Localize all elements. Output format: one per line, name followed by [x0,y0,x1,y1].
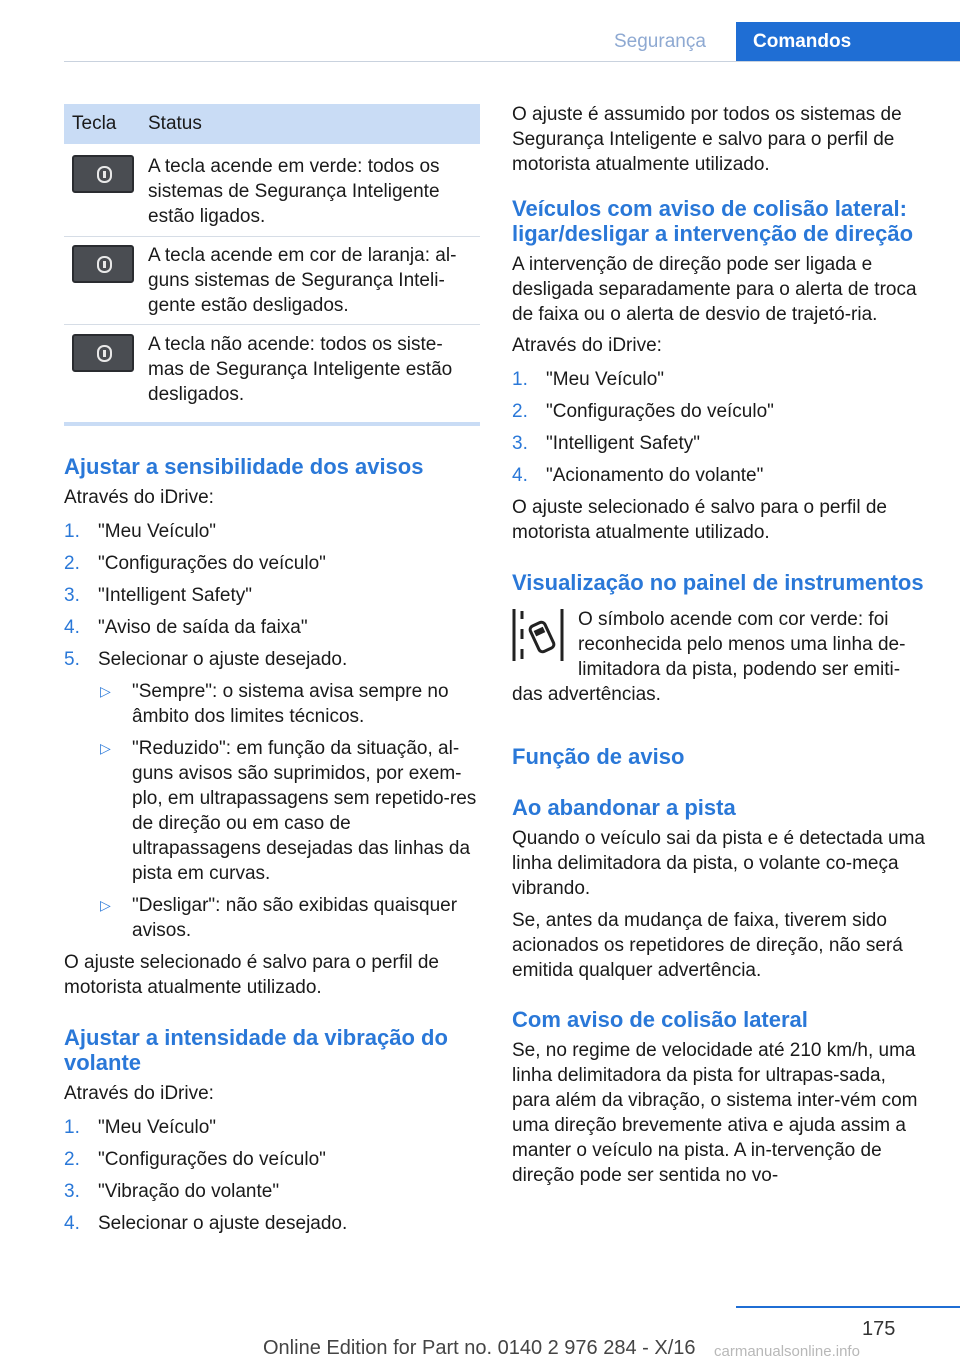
heading-instrument-display: Visualização no painel de instrumentos [512,570,924,595]
lane-departure-icon [512,607,568,663]
led-icon [97,256,112,273]
table-cell-status: A tecla acende em verde: todos os sistemas de Segurança Inteligente estão ligados. [148,156,440,227]
table-cell-status: A tecla não acende: todos os siste-mas de Segurança Inteligente estão desligados. [148,334,453,405]
options-list [64,679,480,943]
list-item: 1. "Meu Veículo" [64,1117,217,1138]
table-cell-status: A tecla acende em cor de laranja: al-guns sistemas de Segurança Inteli-gente estão desligados. [148,245,457,316]
via-idrive-text: Através do iDrive: [64,1083,214,1104]
leaving-lane-text-2: Se, antes da mudança de faixa, tiverem sido acionados os repetidores de direção, não será emitida qualquer advertência. [512,910,903,981]
page-number: 175 [862,1318,896,1340]
table-header-status: Status [148,113,202,134]
led-icon [97,345,112,362]
heading-side-collision: Veículos com aviso de colisão lateral: ligar/desligar a intervenção de direção [512,196,914,246]
side-collision-warning-text: Se, no regime de velocidade até 210 km/h, uma linha delimitadora da pista for ultrapas-sada, para além da vibração, o sistema inter-vém com uma direção brevemente ativa e ajuda assim a manter o veículo na pista. A in-tervenção de direção pode ser sentida no vo- [512,1040,918,1186]
list-item: 4. "Aviso de saída da faixa" [64,617,308,638]
header-tab-comandos: Comandos [736,22,960,62]
safety-button-icon [72,245,134,283]
edition-text: Online Edition for Part no. 0140 2 976 284 - X/16 [263,1337,696,1359]
table-header [64,104,480,144]
status-table [64,104,480,426]
safety-button-icon [72,334,134,372]
table-header-key: Tecla [72,113,117,134]
header-rule [64,61,960,62]
safety-button-icon [72,155,134,193]
table-bottom-rule [64,422,480,426]
list-item: 2. "Configurações do veículo" [64,553,326,574]
table-row [64,237,480,325]
list-item: ▷ "Desligar": não são exibidas quaisquer avisos. [100,895,458,941]
triangle-bullet-icon: ▷ [100,740,111,756]
saved-text: O ajuste selecionado é salvo para o perfil de motorista atualmente utilizado. [512,497,887,543]
list-item: 3. "Intelligent Safety" [512,433,700,454]
list-item: 4. "Acionamento do volante" [512,465,764,486]
instrument-symbol-text: O símbolo acende com cor verde: foi reconhecida pelo menos uma linha de-limitadora da pista, podendo ser emiti-das advertências. [512,609,906,705]
list-item: 2. "Configurações do veículo" [512,401,774,422]
heading-leaving-lane: Ao abandonar a pista [512,795,736,820]
list-item: 5. Selecionar o ajuste desejado. [64,649,348,670]
list-item: 2. "Configurações do veículo" [64,1149,326,1170]
list-item: 3. "Vibração do volante" [64,1181,280,1202]
list-item: 3. "Intelligent Safety" [64,585,252,606]
left-column [64,104,480,1243]
steps-list-steering [512,367,928,488]
side-collision-text: A intervenção de direção pode ser ligada e desligada separadamente para o alerta de troca de faixa ou o alerta de desvio de trajetó-ria. [512,254,917,325]
saved-text: O ajuste selecionado é salvo para o perfil de motorista atualmente utilizado. [64,952,439,998]
via-idrive-text: Através do iDrive: [512,335,662,356]
list-item: 4. Selecionar o ajuste desejado. [64,1213,348,1234]
heading-vibration: Ajustar a intensidade da vibração do volante [64,1025,448,1075]
table-row [64,144,480,237]
triangle-bullet-icon: ▷ [100,897,111,913]
heading-sensitivity: Ajustar a sensibilidade dos avisos [64,454,424,479]
steps-list-vibration [64,1115,480,1236]
list-item: 1. "Meu Veículo" [512,369,665,390]
instrument-symbol-block [512,607,928,707]
list-item: ▷ "Reduzido": em função da situação, al-guns avisos são suprimidos, por exem-plo, em ultrapassagens sem repetido-res de direção ou em caso de ultrapassagens desejadas das linhas da pista em curvas. [100,738,477,884]
leaving-lane-text-1: Quando o veículo sai da pista e é detectada uma linha delimitadora da pista, o volante co-meça vibrando. [512,828,925,899]
header-section-label: Segurança [614,31,706,52]
heading-side-collision-warning: Com aviso de colisão lateral [512,1007,808,1032]
steps-list-sensitivity [64,519,480,672]
assumed-text: O ajuste é assumido por todos os sistemas de Segurança Inteligente e salvo para o perfil de motorista atualmente utilizado. [512,104,902,175]
triangle-bullet-icon: ▷ [100,683,111,699]
table-row [64,325,480,413]
list-item: ▷ "Sempre": o sistema avisa sempre no âmbito dos limites técnicos. [100,681,449,727]
footer-rule [736,1306,960,1308]
watermark: carmanualsonline.info [714,1343,860,1360]
right-column [512,102,928,1188]
heading-warning-function: Função de aviso [512,744,685,769]
via-idrive-text: Através do iDrive: [64,487,214,508]
list-item: 1. "Meu Veículo" [64,521,217,542]
led-icon [97,166,112,183]
